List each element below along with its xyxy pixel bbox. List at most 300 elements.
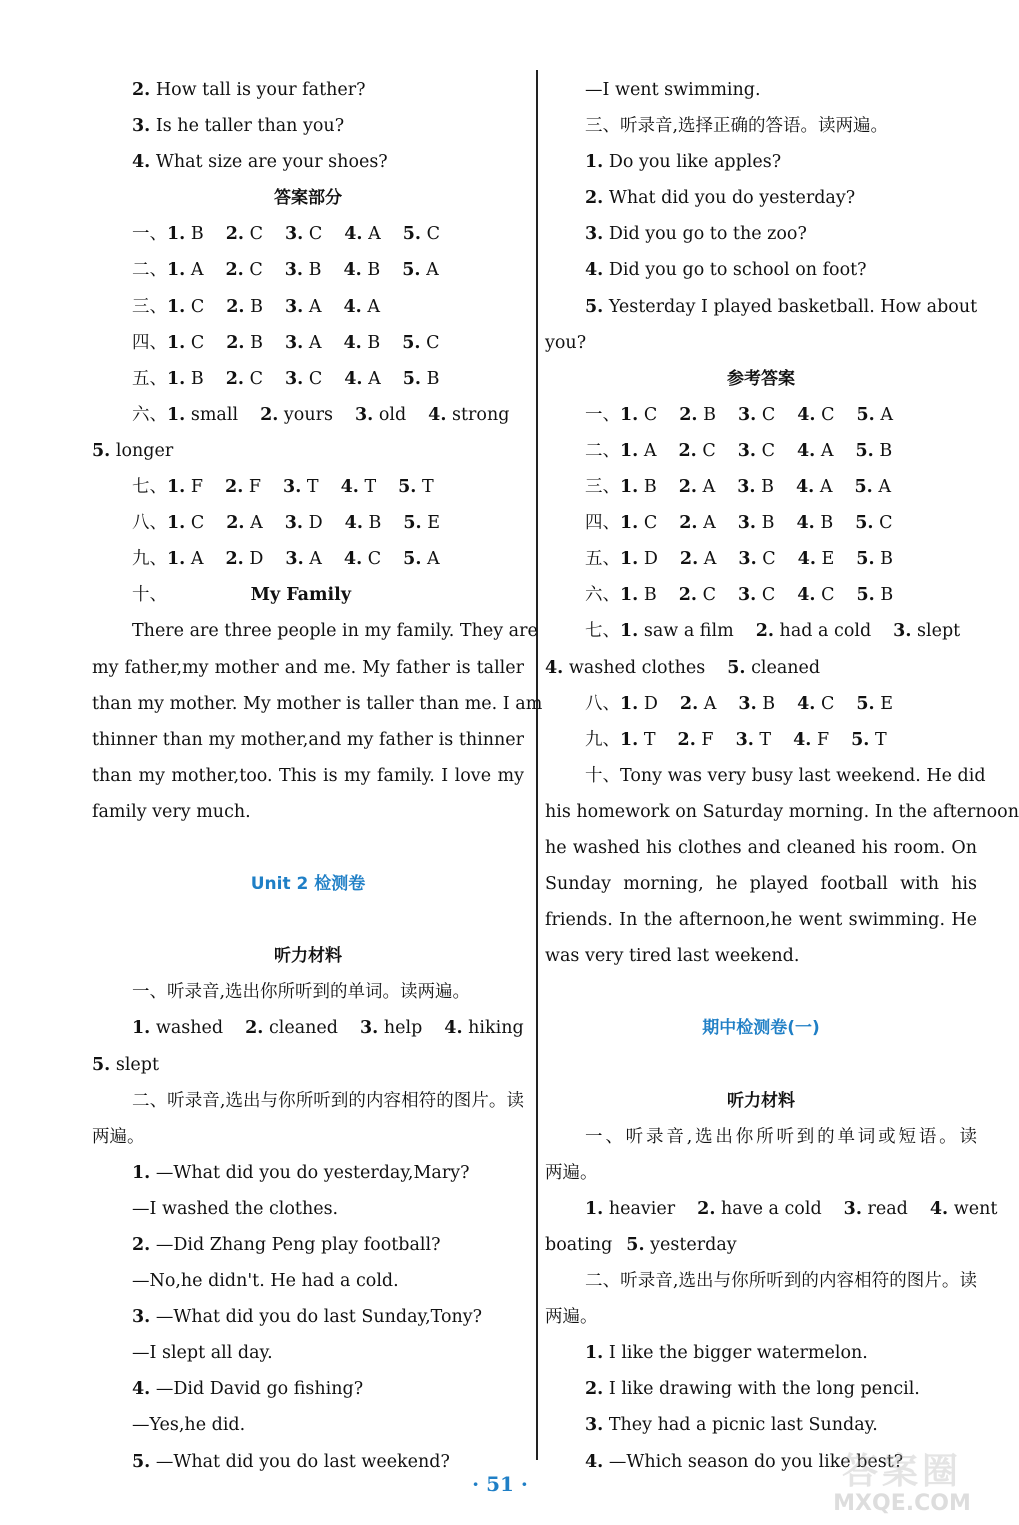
listening-heading: 听力材料 — [274, 946, 342, 967]
answer-item-value: A — [190, 549, 204, 570]
answer-item-num: 4. — [344, 368, 363, 389]
answer-item-num: 5. — [854, 477, 873, 498]
answer-item-5 — [398, 469, 434, 505]
answer-item-value: C — [820, 693, 835, 714]
essay-line: my father,my mother and me. My father is taller — [92, 657, 524, 678]
answer-item-4 — [344, 216, 381, 252]
answer-item-3 — [283, 469, 319, 505]
m1-word-value: read — [867, 1198, 908, 1219]
answer-item-value: B — [368, 513, 382, 534]
answer-item-5 — [402, 252, 439, 288]
answer-item-num: 5. — [855, 513, 874, 534]
answer-item-4 — [344, 361, 381, 397]
answer-item-value: A — [819, 477, 833, 498]
essay-title-row — [92, 577, 524, 613]
answer-item-value: A — [367, 296, 380, 317]
answer-item-value: D — [643, 549, 658, 570]
dialog-text: —What did you do last Sunday,Tony? — [150, 1307, 483, 1328]
answer-item-3 — [285, 252, 322, 288]
answer-prefix: 七、 — [132, 477, 167, 498]
answer-item-num: 2. — [260, 404, 279, 425]
listening-heading-2: 听力材料 — [727, 1090, 795, 1111]
answer-row-7-cont — [545, 650, 977, 686]
answer-item-value: C — [761, 440, 775, 461]
m1-word-1 — [585, 1191, 675, 1227]
answer-item-2 — [226, 361, 263, 397]
ref-answer-row — [545, 469, 977, 505]
m2-instruction: 二、听录音,选出与你所听到的内容相符的图片。读 — [585, 1271, 977, 1292]
answer-heading: 答案部分 — [274, 188, 342, 209]
answer-item-value: small — [190, 404, 239, 425]
answer-item-4 — [341, 469, 377, 505]
answer-item-value: A — [878, 477, 891, 498]
answer-item-num: 1. — [167, 404, 186, 425]
q1-word-value: slept — [115, 1054, 160, 1075]
ref-answer-row — [545, 686, 977, 722]
q1-word-1 — [132, 1010, 223, 1046]
dialog-answer-line: —I went swimming. — [585, 80, 761, 100]
answer-item-5 — [403, 505, 440, 541]
answer-item-num: 2. — [678, 585, 698, 606]
answer-item-num: 5. — [856, 585, 875, 606]
answer-item-num: 5. — [403, 513, 422, 534]
answer-item-2 — [226, 216, 263, 252]
answer-item-value: B — [250, 332, 263, 353]
answer-item-1 — [167, 361, 204, 397]
answer-item-1 — [620, 541, 658, 577]
answer-item-4 — [793, 722, 829, 758]
answer-item-4 — [796, 505, 833, 541]
answer-item-value: C — [308, 224, 323, 245]
answer-item-value: A — [703, 513, 716, 534]
answer-item-1 — [620, 505, 657, 541]
answer-item-num: 5. — [402, 260, 421, 281]
answer-item-value: C — [821, 585, 835, 606]
answer-prefix: 九、 — [132, 549, 167, 570]
answer-item-value: C — [249, 260, 263, 281]
answer-item-1 — [620, 722, 656, 758]
answer-item-value: B — [643, 477, 657, 498]
answer-row-6-cont — [92, 433, 524, 469]
answer-item-value: C — [426, 224, 440, 245]
answer-item-num: 1. — [167, 549, 186, 570]
answer-item-value: yours — [283, 404, 333, 425]
answer-item-5 — [855, 505, 892, 541]
answer-item-value: A — [702, 477, 716, 498]
answer-item-num: 1. — [620, 621, 639, 642]
passage-line: he washed his clothes and cleaned his room. On — [545, 837, 977, 858]
dialog-line — [92, 1191, 524, 1227]
q3-item-text: Did you go to school on foot? — [603, 260, 867, 281]
answer-item-num: 3. — [735, 729, 754, 750]
answer-item-1 — [167, 541, 204, 577]
dialog-num: 1. — [132, 1162, 151, 1183]
answer-item-value: saw a film — [643, 621, 734, 642]
answer-item-2 — [679, 505, 716, 541]
question-line — [92, 72, 524, 108]
dialog-num: 3. — [132, 1307, 151, 1328]
answer-item-value: C — [190, 296, 205, 317]
answer-item-num: 5. — [402, 332, 421, 353]
answer-item-2 — [756, 613, 871, 649]
answer-item-value: C — [308, 368, 323, 389]
answer-prefix: 五、 — [585, 549, 620, 570]
answer-item-1 — [620, 577, 657, 613]
answer-item-value: T — [421, 477, 434, 498]
answer-item-num: 4. — [797, 440, 816, 461]
m1-word-3 — [844, 1191, 908, 1227]
answer-item-num: 2. — [755, 621, 774, 642]
unit-title: Unit 2 检测卷 — [250, 874, 366, 895]
answer-item-2 — [225, 469, 261, 505]
answer-item-value: C — [643, 404, 658, 425]
answer-item-value: B — [762, 693, 776, 714]
answer-row — [92, 505, 524, 541]
answer-item-value: A — [426, 260, 439, 281]
answer-item-num: 3. — [284, 296, 304, 317]
q1-instruction: 一、听录音,选出你所听到的单词。读两遍。 — [132, 982, 471, 1003]
answer-item-value: T — [306, 477, 319, 498]
answer-item-num: 1. — [620, 404, 639, 425]
answer-item-value: A — [190, 260, 204, 281]
answer-item-3 — [285, 361, 322, 397]
answer-item-num: 2. — [679, 513, 698, 534]
q3-instruction: 三、听录音,选择正确的答语。读两遍。 — [585, 116, 889, 137]
answer-row-6: 六、1. small 2. yours 3. old 4. strong — [92, 397, 524, 433]
answer-item-num: 2. — [679, 404, 698, 425]
q1-word-num: 2. — [245, 1018, 264, 1039]
dialog-line — [92, 1335, 524, 1371]
answer-item-4 — [797, 577, 834, 613]
m1-word-value: went — [953, 1198, 998, 1219]
question-line-num: 2. — [132, 80, 151, 100]
answer-item-num: 4. — [343, 296, 362, 317]
answer-item-num: 1. — [167, 477, 186, 498]
answer-item-4 — [797, 397, 834, 433]
q1-word-2 — [245, 1010, 338, 1046]
answer-item-2 — [727, 650, 820, 686]
answer-item-num: 5. — [856, 404, 875, 425]
answer-item-4 — [343, 325, 380, 361]
ref-answer-row — [545, 577, 977, 613]
answer-item-1 — [92, 433, 173, 469]
dialog-text: —No,he didn't. He had a cold. — [132, 1271, 399, 1292]
answer-item-num: 3. — [737, 513, 757, 534]
m2-item-text: They had a picnic last Sunday. — [603, 1415, 878, 1436]
answer-item-num: 3. — [737, 404, 757, 425]
q1-word-value: cleaned — [268, 1018, 338, 1039]
watermark-text: 答案圈 — [841, 1451, 962, 1492]
answer-item-1 — [167, 216, 204, 252]
answer-prefix-10: 十、 — [132, 585, 167, 606]
q1-word-num: 3. — [359, 1018, 379, 1039]
answer-item-value: strong — [452, 404, 510, 425]
answer-item-value: E — [821, 549, 835, 570]
dialog-text: —Did Zhang Peng play football? — [150, 1235, 441, 1255]
answer-item-num: 5. — [856, 693, 875, 714]
answer-item-num: 3. — [737, 477, 756, 498]
answer-prefix: 二、 — [585, 440, 620, 461]
answer-item-5 — [403, 361, 440, 397]
answer-item-value: B — [367, 260, 381, 281]
q3-item-num: 2. — [585, 188, 604, 209]
q3-item-text: What did you do yesterday? — [603, 188, 856, 209]
answer-item-num: 4. — [344, 513, 363, 534]
answer-item-value: B — [820, 513, 834, 534]
answer-item-4 — [343, 289, 380, 325]
answer-row — [92, 469, 524, 505]
page-number: · 51 · — [472, 1472, 528, 1496]
answer-item-value: C — [190, 513, 205, 534]
answer-item-5 — [856, 397, 893, 433]
answer-prefix: 一、 — [585, 404, 620, 425]
m1-instruction-cont: 两遍。 — [545, 1162, 598, 1183]
answer-item-value: slept — [917, 621, 961, 642]
answer-item-num: 5. — [855, 440, 874, 461]
answer-item-value: cleaned — [751, 657, 821, 678]
q3-item-text: Did you go to the zoo? — [603, 224, 807, 245]
answer-item-num: 3. — [284, 332, 304, 353]
m2-item-text: —Which season do you like best? — [603, 1451, 904, 1472]
answer-item-num: 3. — [354, 404, 374, 425]
answer-item-value: B — [880, 549, 894, 570]
answer-item-num: 1. — [620, 729, 639, 750]
answer-item-4 — [344, 541, 381, 577]
answer-item-num: 2. — [226, 513, 245, 534]
answer-item-num: 5. — [727, 657, 746, 678]
answer-item-num: 2. — [226, 296, 245, 317]
answer-item-num: 2. — [678, 477, 698, 498]
m1-word-num: 4. — [929, 1198, 949, 1219]
answer-item-value: C — [249, 368, 263, 389]
right-column — [545, 72, 1019, 1480]
q3-item-num: 3. — [585, 224, 604, 245]
answer-item-num: 3. — [738, 549, 757, 570]
q3-item-5-cont: you? — [545, 332, 587, 353]
answer-item-num: 1. — [167, 260, 186, 281]
answer-item-3 — [737, 469, 774, 505]
m1-word-num: 5. — [626, 1235, 645, 1255]
q1-word-num: 5. — [92, 1054, 111, 1075]
m2-item — [545, 1407, 977, 1443]
q1-words-cont — [92, 1047, 524, 1083]
answer-item-1 — [620, 433, 657, 469]
answer-item-num: 1. — [167, 368, 186, 389]
essay-title: My Family — [250, 585, 351, 606]
answer-prefix: 四、 — [585, 513, 620, 534]
answer-item-value: B — [190, 224, 204, 245]
answer-item-value: E — [427, 513, 441, 534]
answer-item-num: 4. — [340, 477, 359, 498]
answer-item-num: 4. — [797, 404, 816, 425]
answer-item-1 — [167, 397, 238, 433]
answer-item-num: 1. — [620, 693, 639, 714]
q1-word-1 — [92, 1047, 159, 1083]
answer-item-3 — [285, 541, 322, 577]
answer-item-num: 2. — [225, 477, 244, 498]
m1-words-cont: boating 5. yesterday — [545, 1227, 977, 1263]
q1-word-3 — [360, 1010, 422, 1046]
answer-item-2 — [226, 325, 263, 361]
answer-row — [92, 252, 524, 288]
answer-item-value: T — [364, 477, 377, 498]
watermark-url: MXQE.COM — [833, 1491, 971, 1516]
passage-line: 十、Tony was very busy last weekend. He did — [585, 765, 986, 786]
q1-word-num: 4. — [444, 1018, 463, 1039]
answer-item-1 — [167, 325, 204, 361]
answer-item-3 — [738, 686, 775, 722]
answer-item-3 — [285, 505, 323, 541]
answer-item-1 — [620, 397, 657, 433]
answer-item-3 — [736, 722, 772, 758]
answer-item-5 — [856, 433, 893, 469]
answer-item-2 — [679, 577, 716, 613]
answer-item-value: A — [427, 549, 440, 570]
question-line-text: What size are your shoes? — [150, 152, 388, 173]
answer-item-5 — [854, 469, 891, 505]
answer-item-1 — [167, 505, 204, 541]
m1-word-2 — [697, 1191, 822, 1227]
answer-item-num: 3. — [284, 260, 304, 281]
answer-item-num: 2. — [679, 693, 699, 714]
answer-item-num: 1. — [620, 585, 639, 606]
answer-item-num: 1. — [620, 477, 639, 498]
m2-item-num: 2. — [585, 1379, 604, 1400]
answer-item-num: 5. — [402, 224, 422, 245]
answer-item-value: B — [250, 296, 263, 317]
answer-item-num: 4. — [545, 657, 564, 678]
answer-item-num: 3. — [285, 549, 304, 570]
answer-item-2 — [679, 397, 716, 433]
dialog-text: —Yes,he did. — [132, 1415, 246, 1436]
answer-item-2 — [679, 469, 716, 505]
answer-item-value: D — [308, 513, 323, 534]
answer-item-num: 4. — [796, 513, 815, 534]
answer-item-num: 1. — [167, 513, 186, 534]
answer-item-num: 4. — [343, 332, 362, 353]
answer-item-2 — [678, 722, 714, 758]
ref-answer-row — [545, 541, 977, 577]
answer-item-num: 3. — [283, 477, 302, 498]
q3-item-num: 4. — [585, 260, 604, 281]
answer-item-value: B — [426, 368, 440, 389]
answer-item-5 — [403, 541, 440, 577]
answer-item-num: 5. — [398, 477, 417, 498]
passage-line: was very tired last weekend. — [545, 946, 800, 967]
answer-item-4 — [428, 397, 509, 433]
answer-item-num: 1. — [167, 224, 186, 245]
answer-item-value: B — [879, 440, 893, 461]
q3-item-5: 5. Yesterday I played basketball. How about — [585, 296, 978, 317]
answer-item-num: 4. — [793, 729, 812, 750]
answer-item-2 — [226, 252, 263, 288]
answer-item-num: 4. — [797, 549, 816, 570]
answer-item-5 — [856, 577, 893, 613]
answer-item-value: old — [378, 404, 407, 425]
answer-item-value: C — [190, 332, 205, 353]
answer-item-value: E — [880, 693, 894, 714]
answer-item-value: B — [761, 513, 775, 534]
answer-item-value: F — [701, 729, 714, 750]
q3-item-num: 1. — [585, 152, 604, 173]
essay-line: than my mother. My mother is taller than me. I am — [92, 693, 543, 714]
answer-item-value: B — [880, 585, 894, 606]
answer-item-value: B — [308, 260, 322, 281]
answer-item-value: C — [249, 224, 263, 245]
answer-item-num: 1. — [620, 513, 639, 534]
dialog-line — [92, 1263, 524, 1299]
answer-item-num: 5. — [403, 549, 422, 570]
question-line-num: 4. — [132, 152, 151, 173]
answer-item-num: 4. — [343, 260, 362, 281]
answer-item-num: 1. — [620, 549, 639, 570]
answer-prefix: 六、 — [585, 585, 620, 606]
answer-item-4 — [343, 252, 380, 288]
answer-item-num: 2. — [678, 440, 697, 461]
answer-item-num: 4. — [428, 404, 447, 425]
m2-item-num: 4. — [585, 1451, 604, 1472]
answer-item-3 — [285, 325, 322, 361]
answer-item-3 — [285, 289, 322, 325]
m2-item-text: I like the bigger watermelon. — [603, 1343, 868, 1364]
q3-item-text: Do you like apples? — [603, 152, 782, 173]
m1-word-value: have a cold — [721, 1198, 822, 1219]
left-column — [92, 72, 543, 1480]
question-line-text: How tall is your father? — [150, 80, 366, 100]
answer-item-num: 2. — [225, 224, 245, 245]
q3-item — [545, 216, 977, 252]
answer-item-value: B — [703, 404, 716, 425]
m2-item — [545, 1335, 977, 1371]
dialog-text: —What did you do last weekend? — [150, 1451, 450, 1472]
essay-line: There are three people in my family. They are — [132, 621, 538, 642]
answer-item-value: D — [249, 549, 264, 570]
q1-word-value: help — [383, 1018, 423, 1039]
answer-item-value: F — [816, 729, 830, 750]
answer-item-value: A — [643, 440, 657, 461]
answer-item-value: washed clothes — [568, 657, 706, 678]
answer-item-num: 2. — [225, 549, 244, 570]
m1-word-1 — [626, 1227, 736, 1263]
answer-item-value: C — [702, 585, 716, 606]
answer-prefix: 一、 — [132, 224, 167, 245]
answer-item-num: 2. — [226, 332, 245, 353]
answer-item-1 — [620, 686, 658, 722]
answer-item-value: C — [821, 404, 835, 425]
q2-instruction: 二、听录音,选出与你所听到的内容相符的图片。读 — [132, 1090, 524, 1111]
answer-item-num: 5. — [856, 549, 875, 570]
essay-line: thinner than my mother,and my father is thinner — [92, 729, 524, 750]
question-line — [92, 144, 524, 180]
essay-line: family very much. — [92, 801, 251, 822]
answer-item-2 — [226, 541, 264, 577]
ref-answer-row — [545, 433, 977, 469]
m2-item-num: 3. — [585, 1415, 604, 1436]
answer-item-3 — [355, 397, 406, 433]
answer-item-value: had a cold — [779, 621, 872, 642]
answer-prefix: 二、 — [132, 260, 167, 281]
answer-item-num: 2. — [677, 729, 696, 750]
answer-item-num: 2. — [225, 260, 244, 281]
passage-line: Sunday morning, he played football with his — [545, 874, 977, 895]
answer-item-value: B — [643, 585, 657, 606]
watermark-logo — [812, 1452, 992, 1522]
q1-word-value: hiking — [468, 1018, 524, 1039]
dialog-line — [92, 1155, 524, 1191]
dialog-line — [92, 1407, 524, 1443]
answer-item-4 — [798, 541, 835, 577]
ref-answer-row — [545, 722, 977, 758]
